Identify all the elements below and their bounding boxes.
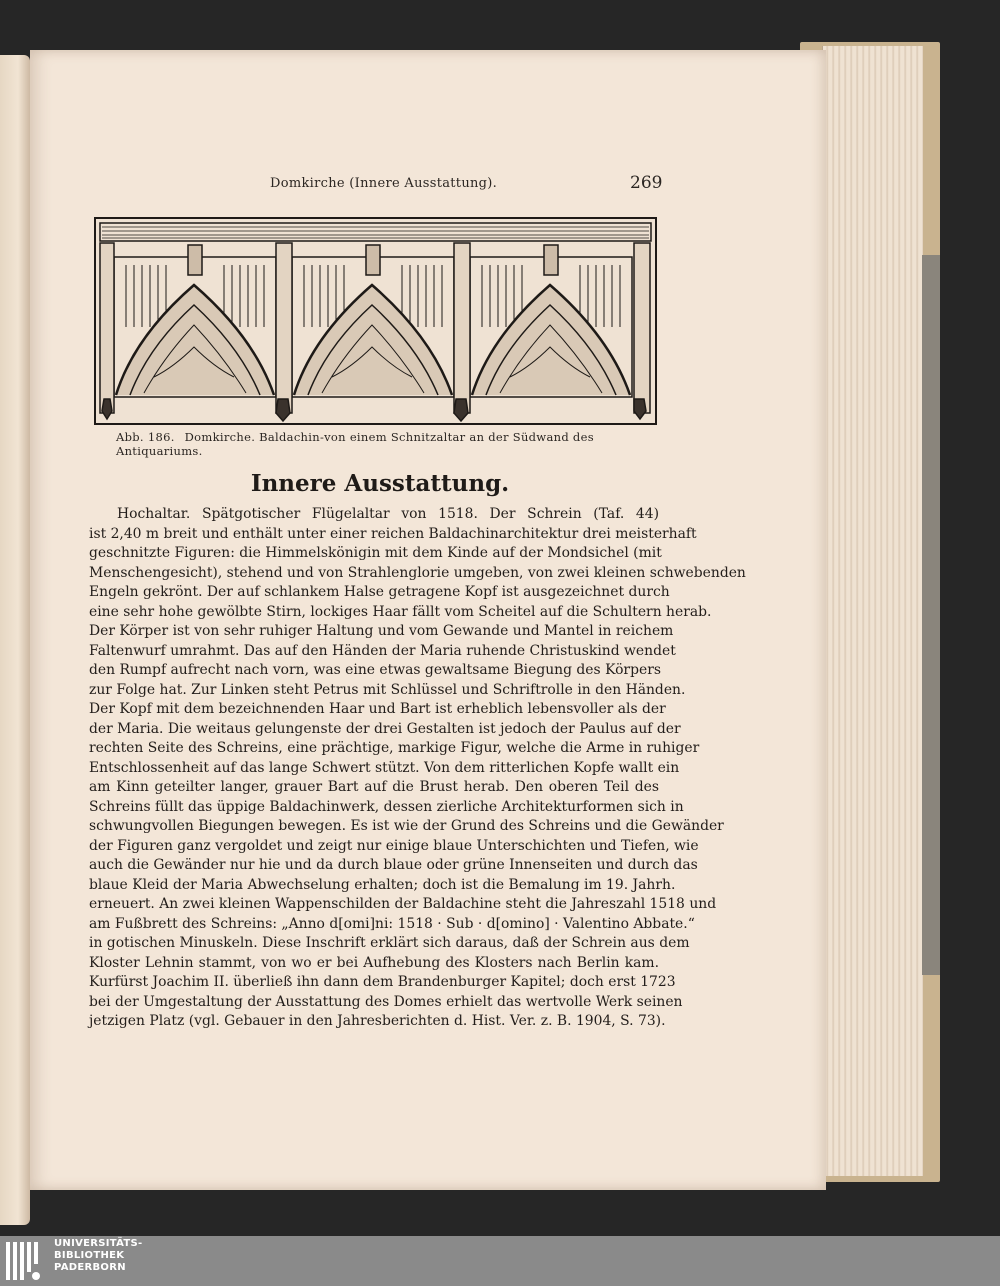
body-line: in gotischen Minuskeln. Diese Inschrift erklärt sich daraus, daß der Schrein aus dem	[89, 935, 690, 951]
body-line: Kurfürst Joachim II. überließ ihn dann dem Brandenburger Kapitel; doch erst 1723	[89, 974, 676, 990]
spine-cloth-strip	[922, 255, 940, 975]
body-line: zur Folge hat. Zur Linken steht Petrus mit Schlüssel und Schriftrolle in den Händen.	[89, 681, 686, 698]
body-line: schwungvollen Biegungen bewegen. Es ist wie der Grund des Schreins und die Gewänder	[89, 818, 724, 834]
body-line: am Kinn geteilter langer, grauer Bart auf die Brust herab. Den oberen Teil des	[89, 779, 659, 795]
body-line: Der Kopf mit dem bezeichnenden Haar und Bart ist erheblich lebensvoller als der	[89, 701, 666, 717]
library-name-line2: BIBLIOTHEK	[54, 1250, 125, 1261]
running-head: Domkirche (Innere Ausstattung).	[270, 176, 498, 191]
page-block-edges	[822, 46, 923, 1176]
body-line: Faltenwurf umrahmt. Das auf den Händen der Maria ruhende Christuskind wendet	[89, 642, 676, 659]
figure-caption-text: Domkirche. Baldachin-von einem Schnitzaltar an der Südwand des Antiquariums.	[116, 430, 594, 458]
body-line: den Rumpf aufrecht nach vorn, was eine etwas gewaltsame Biegung des Körpers	[89, 662, 661, 678]
body-line-inscription: am Fußbrett des Schreins: „Anno d[omi]ni: 1518 · Sub · d[omino] · Valentino Abbate.“	[89, 915, 695, 932]
body-line: Schreins füllt das üppige Baldachinwerk, dessen zierliche Architekturformen sich in	[89, 798, 684, 815]
footer-bar	[0, 1236, 1000, 1286]
body-line: Engeln gekrönt. Der auf schlankem Halse getragene Kopf ist ausgezeichnet durch	[89, 584, 670, 600]
body-line: bei der Umgestaltung der Ausstattung des Domes erhielt das wertvolle Werk seinen	[89, 993, 683, 1010]
library-logo-icon	[2, 1238, 50, 1284]
baldachin-engraving	[94, 217, 657, 425]
library-name-line1: UNIVERSITÄTS-	[54, 1238, 143, 1249]
body-line: auch die Gewänder nur hie und da durch blaue oder grüne Innenseiten und durch das	[89, 857, 698, 873]
body-line: Der Körper ist von sehr ruhiger Haltung und vom Gewande und Mantel in reichem	[89, 623, 674, 639]
body-line: der Figuren ganz vergoldet und zeigt nur einige blaue Unterschichten und Tiefen, wie	[89, 837, 699, 854]
figure-caption	[116, 430, 656, 458]
body-text	[89, 505, 746, 1032]
library-name-line3: PADERBORN	[54, 1262, 126, 1273]
body-line: eine sehr hohe gewölbte Stirn, lockiges Haar fällt vom Scheitel auf die Schultern herab.	[89, 603, 712, 620]
body-line: Kloster Lehnin stammt, von wo er bei Aufhebung des Klosters nach Berlin kam.	[89, 954, 659, 971]
body-line: blaue Kleid der Maria Abwechselung erhalten; doch ist die Bemalung im 19. Jahrh.	[89, 876, 676, 893]
library-name	[54, 1238, 143, 1274]
body-line: erneuert. An zwei kleinen Wappenschilden der Baldachine steht die Jahreszahl 1518 und	[89, 896, 717, 912]
body-line: geschnitzte Figuren: die Himmelskönigin mit dem Kinde auf der Mondsichel (mit	[89, 545, 662, 561]
body-line: Hochaltar. Spätgotischer Flügelaltar von 1518. Der Schrein (Taf. 44)	[117, 506, 659, 522]
body-line: jetzigen Platz (vgl. Gebauer in den Jahresberichten d. Hist. Ver. z. B. 1904, S. 73).	[89, 1013, 666, 1029]
page-number: 269	[630, 173, 663, 193]
body-line: ist 2,40 m breit und enthält unter einer reichen Baldachinarchitektur drei meisterhaft	[89, 525, 697, 542]
baldachin-illustration	[94, 217, 657, 425]
body-line: Entschlossenheit auf das lange Schwert stützt. Von dem ritterlichen Kopfe wallt ein	[89, 759, 680, 776]
facing-page-edge	[0, 55, 30, 1225]
body-line: rechten Seite des Schreins, eine prächtige, markige Figur, welche die Arme in ruhiger	[89, 740, 700, 756]
body-line: Menschengesicht), stehend und von Strahlenglorie umgeben, von zwei kleinen schwebenden	[89, 564, 746, 581]
figure-caption-label: Abb. 186.	[116, 430, 175, 444]
section-heading: Innere Ausstattung.	[250, 470, 510, 497]
body-line: der Maria. Die weitaus gelungenste der drei Gestalten ist jedoch der Paulus auf der	[89, 720, 681, 737]
